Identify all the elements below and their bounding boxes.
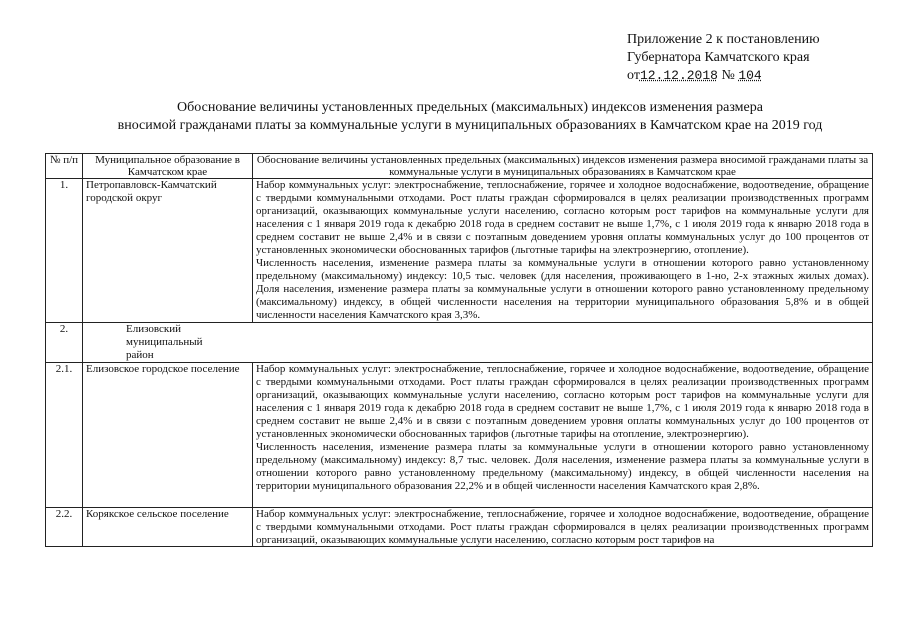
annex-line-1: Приложение 2 к постановлению [627, 32, 820, 47]
justification-paragraph: Набор коммунальных услуг: электроснабжение, теплоснабжение, горячее и холодное водоснабжение, водоотведение, обращение с твердыми коммунальными отходами. Рост платы граждан сформировался в целях реализации производственных программ организаций, оказывающих коммунальные услуги населению, согласно которым рост тарифов на [256, 508, 869, 546]
justification-paragraph: Численность населения, изменение размера платы за коммунальные услуги в отношении которого равно установленному предельному (максимальному) индексу: 10,5 тыс. человек (для населения, проживающего в 1-но, 2-х этажных жилых домах). Доля населения, изменение размера платы за коммунальные услуги в отношении которого равно установленному предельному (максимальному) индексу, в общей численности населения на территории муниципального образования 5,8% и в общей численности населения Камчатского края 3,3%. [256, 257, 869, 321]
document-title [40, 99, 900, 135]
annex-date: 12.12.2018 [639, 68, 718, 83]
row-num: 2. [46, 323, 83, 363]
header-municipality: Муниципальное образование в Камчатском крае [83, 154, 253, 179]
annex-header [627, 31, 897, 85]
title-line-2: вносимой гражданами платы за коммунальные услуги в муниципальных образованиях в Камчатском крае на 2019 год [117, 118, 823, 133]
row-justification [253, 508, 873, 547]
row-num: 2.2. [46, 508, 83, 547]
annex-line-2: Губернатора Камчатского края [627, 50, 810, 65]
annex-number: 104 [738, 68, 762, 83]
table-header-row [46, 154, 873, 179]
justification-paragraph: Набор коммунальных услуг: электроснабжение, теплоснабжение, горячее и холодное водоснабжение, водоотведение, обращение с твердыми коммунальными отходами. Рост платы граждан сформировался в целях реализации производственных программ организаций, оказывающих коммунальные услуги населению, согласно которым рост тарифов на коммунальные услуги для населения с 1 января 2019 года к декабрю 2018 года в среднем составит не выше 1,7%, с 1 июля 2019 года к январю 2018 года в среднем составит не выше 2,4% и в связи с поэтапным доведением уровня оплаты коммунальных услуг до 100 процентов от установленных экономически обоснованных тарифов (льготные тарифы на отопление, электроэнергию). [256, 363, 869, 440]
row-municipality: Петропавловск-Камчатский городской округ [83, 179, 253, 323]
table-row [46, 363, 873, 508]
annex-number-prefix: № [721, 68, 735, 83]
justification-table [45, 153, 873, 547]
row-municipality: Корякское сельское поселение [83, 508, 253, 547]
title-line-1: Обоснование величины установленных предельных (максимальных) индексов изменения размера [177, 100, 763, 115]
row-municipality [83, 323, 873, 363]
row-municipality: Елизовское городское поселение [83, 363, 253, 508]
table-row [46, 323, 873, 363]
row-municipality-label: Елизовский муниципальный район [126, 323, 203, 361]
justification-paragraph: Численность населения, изменение размера платы за коммунальные услуги в отношении которого равно установленному предельному (максимальному) индексу: 8,7 тыс. человек. Доля населения, изменение размера платы за коммунальные услуги в отношении которого равно установленному предельному (максимальному) индексу, в общей численности населения на территории муниципального образования 22,2% и в общей численности населения Камчатского края 2,8%. [256, 441, 869, 492]
annex-from-prefix: от [627, 68, 640, 83]
header-justification: Обоснование величины установленных предельных (максимальных) индексов изменения размера вносимой гражданами платы за коммунальные услуги в муниципальных образованиях в Камчатском крае [253, 154, 873, 179]
table-row [46, 179, 873, 323]
table-row [46, 508, 873, 547]
row-justification [253, 179, 873, 323]
annex-date-line [627, 67, 897, 85]
row-justification [253, 363, 873, 508]
justification-paragraph: Набор коммунальных услуг: электроснабжение, теплоснабжение, горячее и холодное водоснабжение, водоотведение, обращение с твердыми коммунальными отходами. Рост платы граждан сформировался в целях реализации производственных программ организаций, оказывающих коммунальные услуги населению, согласно которым рост тарифов на коммунальные услуги для населения с 1 января 2019 года к декабрю 2018 года в среднем составит не выше 1,7%, с 1 июля 2019 года к январю 2018 года в среднем составит не выше 2,4% и в связи с поэтапным доведением уровня оплаты коммунальных услуг до 100 процентов от установленных экономически обоснованных тарифов (льготные тарифы на электроэнергию, отопление). [256, 179, 869, 256]
header-num: № п/п [46, 154, 83, 179]
row-num: 2.1. [46, 363, 83, 508]
row-num: 1. [46, 179, 83, 323]
